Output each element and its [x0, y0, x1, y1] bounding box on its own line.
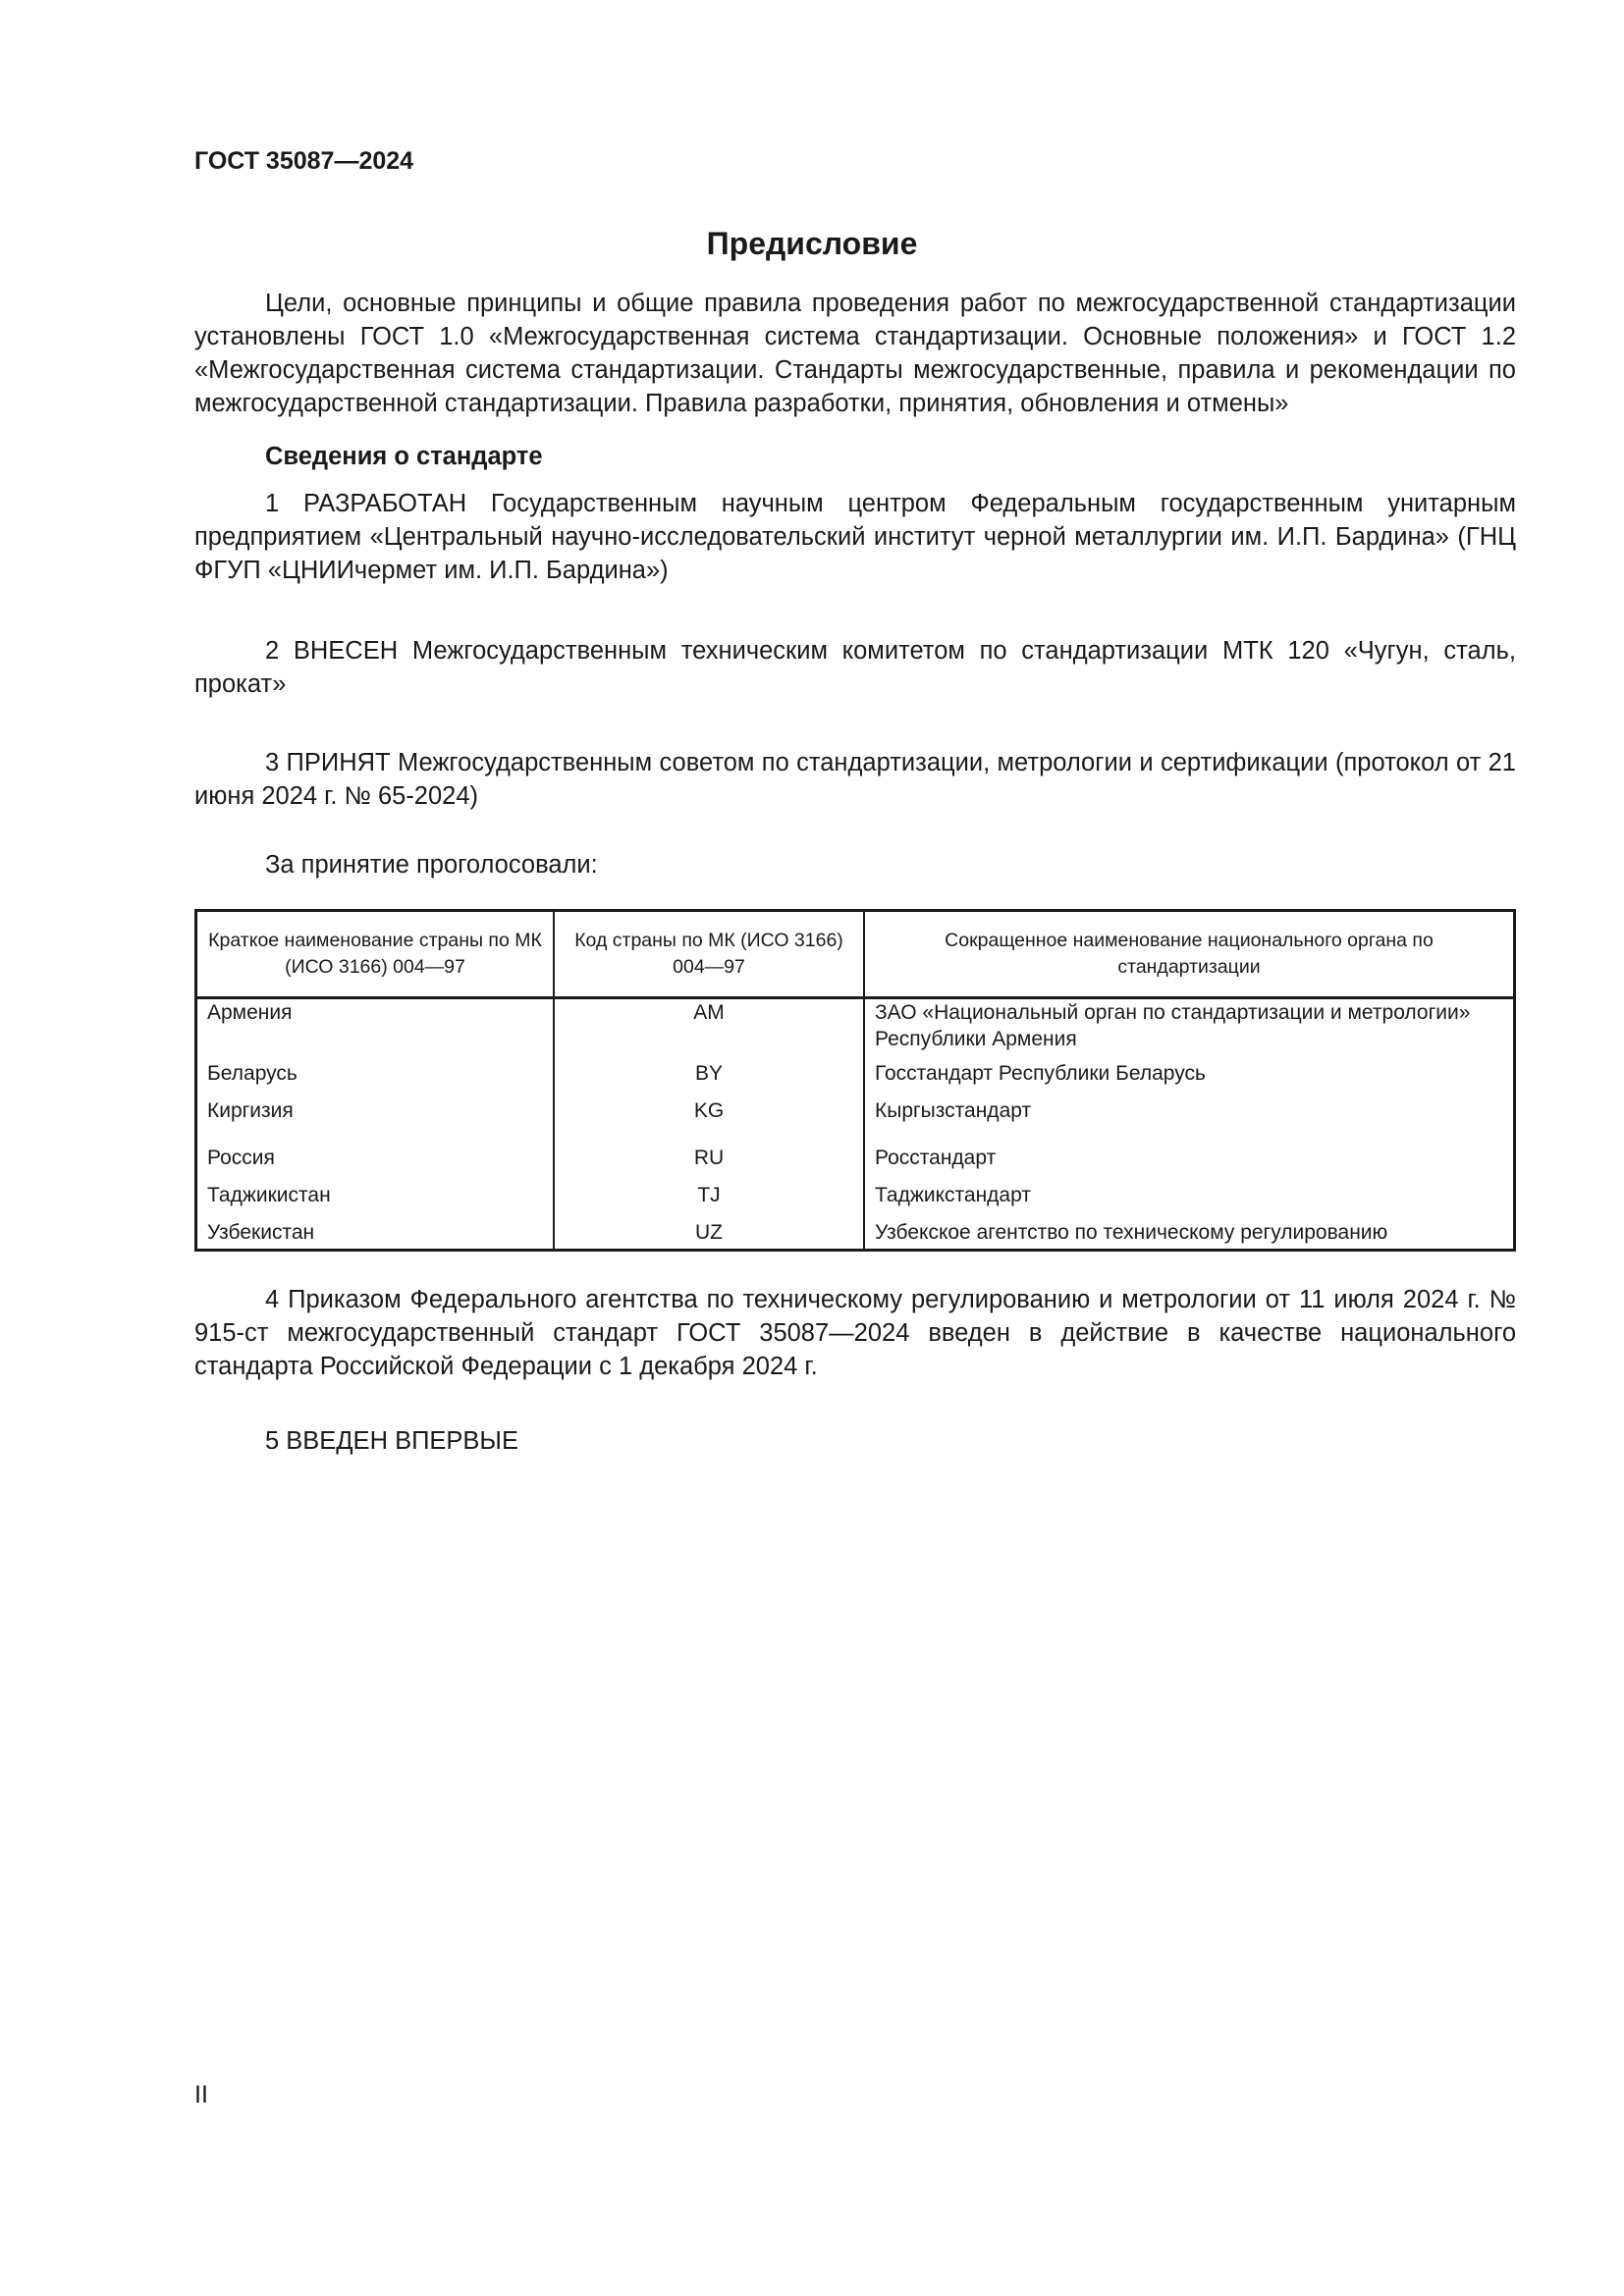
- cell-code: UZ: [554, 1219, 864, 1251]
- item-order: 4 Приказом Федерального агентства по техническому регулированию и метрологии от 11 июля 2024 г. № 915-ст межгосударственный стандарт ГОСТ 35087—2024 введен в действие в качестве национального стандарта Российской Федерации с 1 декабря 2024 г.: [194, 1286, 1516, 1380]
- page-title: Предисловие: [706, 226, 918, 261]
- header-code: Код страны по МК (ИСО 3166) 004—97: [554, 911, 864, 998]
- table-row: [196, 998, 1515, 1061]
- table-row: [196, 1060, 1515, 1097]
- cell-country: Россия: [207, 1147, 275, 1169]
- intro-paragraph: Цели, основные принципы и общие правила проведения работ по межгосударственной стандартизации установлены ГОСТ 1.0 «Межгосударственная система стандартизации. Основные положения» и ГОСТ 1.2 «Межгосударственная система стандартизации. Стандарты межгосударственные, правила и рекомендации по межгосударственной стандартизации. Правила разработки, принятия, обновления и отмены»: [194, 290, 1516, 417]
- voted-label: За принятие проголосовали:: [265, 851, 598, 879]
- cell-body: ЗАО «Национальный орган по стандартизации и метрологии» Республики Армения: [864, 998, 1515, 1061]
- cell-code: RU: [554, 1145, 864, 1182]
- cell-country: Армения: [207, 1001, 293, 1024]
- item-developed: 1 РАЗРАБОТАН Государственным научным центром Федеральным государственным унитарным предприятием «Центральный научно-исследовательский институт черной металлургии им. И.П. Бардина» (ГНЦ ФГУП «ЦНИИчермет им. И.П. Бардина»): [194, 490, 1516, 584]
- page-number: II: [194, 2081, 208, 2109]
- cell-code: BY: [554, 1060, 864, 1097]
- cell-country: Таджикистан: [207, 1184, 331, 1206]
- item-first-time: 5 ВВЕДЕН ВПЕРВЫЕ: [265, 1427, 519, 1455]
- cell-body: Кыргызстандарт: [864, 1097, 1515, 1145]
- voting-table: [194, 909, 1516, 1252]
- header-country: Краткое наименование страны по МК (ИСО 3166) 004—97: [196, 911, 555, 998]
- table-row: [196, 1145, 1515, 1182]
- cell-code: AM: [554, 998, 864, 1061]
- cell-body: Узбекское агентство по техническому регулированию: [864, 1219, 1515, 1251]
- table-row: [196, 1097, 1515, 1145]
- table-row: [196, 1219, 1515, 1251]
- header-body: Сокращенное наименование национального органа по стандартизации: [864, 911, 1515, 998]
- cell-country: Киргизия: [207, 1099, 294, 1122]
- table-header-row: [196, 911, 1515, 998]
- table-row: [196, 1182, 1515, 1219]
- cell-country: Беларусь: [207, 1062, 298, 1085]
- cell-code: TJ: [554, 1182, 864, 1219]
- cell-body: Таджикстандарт: [864, 1182, 1515, 1219]
- document-body: [194, 287, 1516, 1458]
- cell-country: Узбекистан: [207, 1221, 315, 1244]
- cell-body: Госстандарт Республики Беларусь: [864, 1060, 1515, 1097]
- cell-body: Росстандарт: [864, 1145, 1515, 1182]
- document-id: ГОСТ 35087—2024: [194, 147, 414, 175]
- section-heading: Сведения о стандарте: [265, 443, 543, 470]
- item-introduced: 2 ВНЕСЕН Межгосударственным техническим комитетом по стандартизации МТК 120 «Чугун, сталь, прокат»: [194, 637, 1516, 698]
- cell-code: KG: [554, 1097, 864, 1145]
- item-adopted: 3 ПРИНЯТ Межгосударственным советом по стандартизации, метрологии и сертификации (протокол от 21 июня 2024 г. № 65-2024): [194, 749, 1516, 810]
